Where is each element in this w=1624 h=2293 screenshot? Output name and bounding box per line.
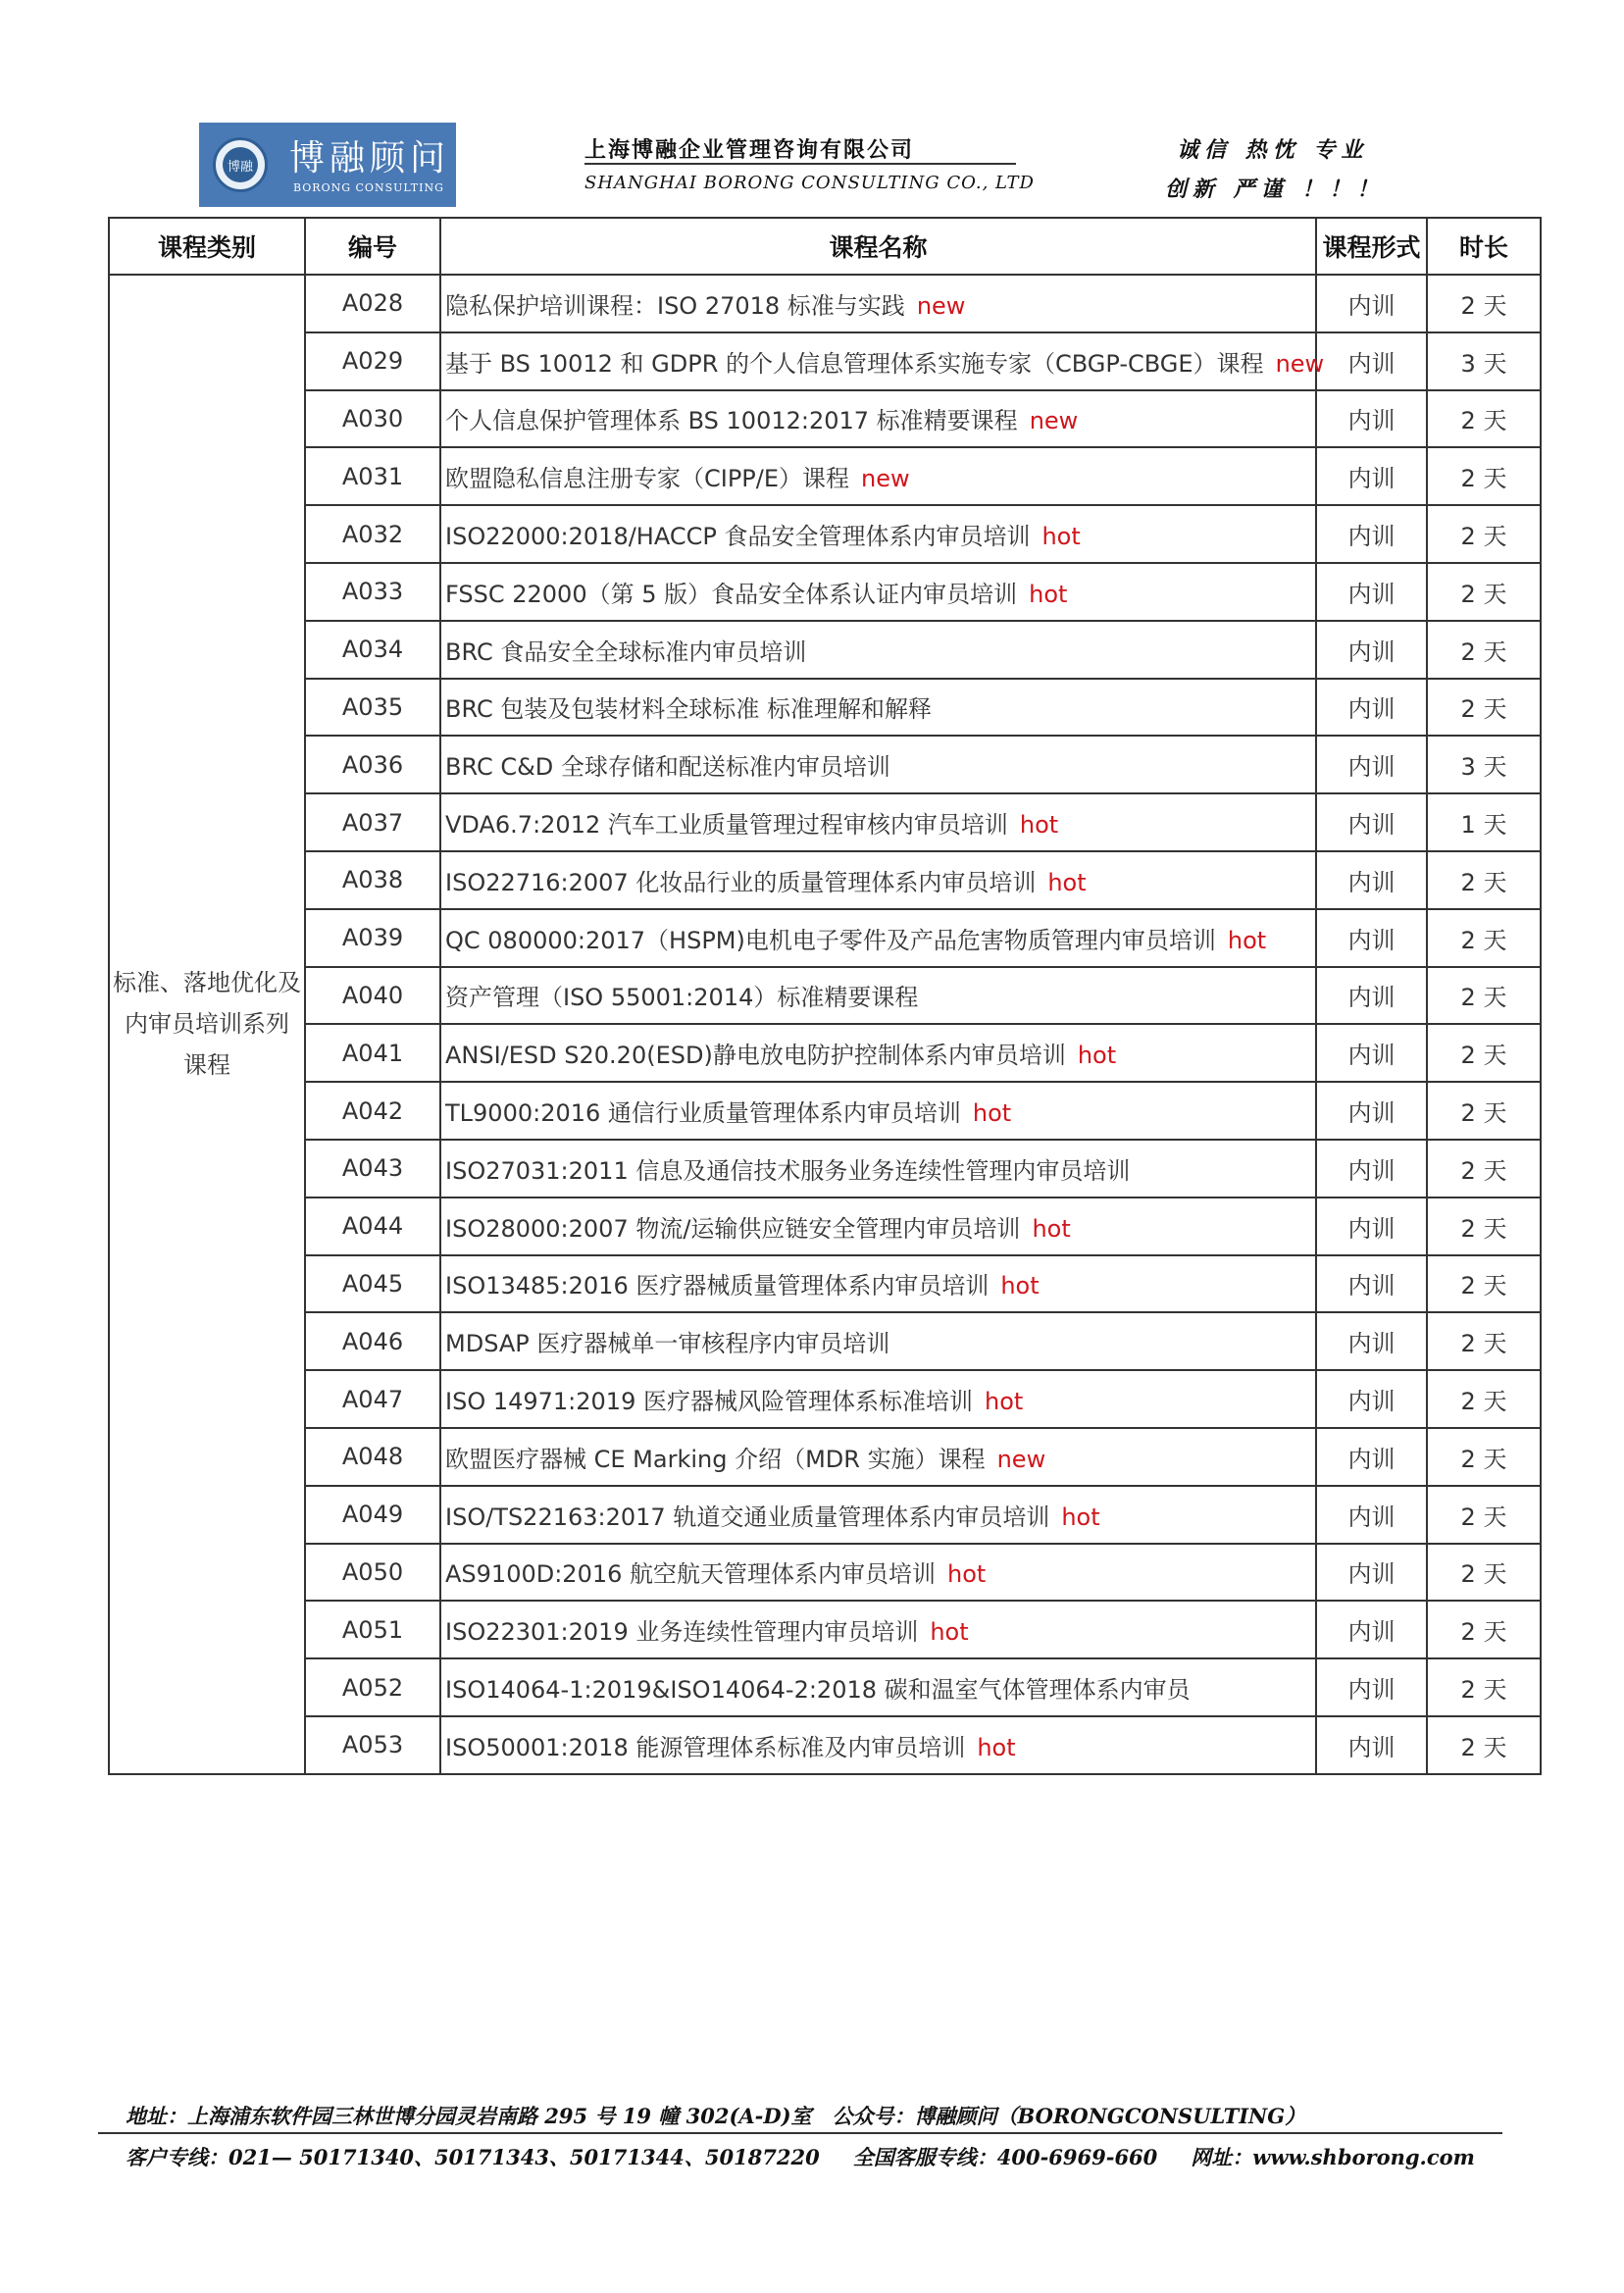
course-duration: 2 天: [1427, 1197, 1541, 1255]
header-course-form: 课程形式: [1316, 218, 1427, 275]
course-code: A048: [305, 1428, 440, 1486]
course-code: A044: [305, 1197, 440, 1255]
course-name-cell: [440, 1082, 1316, 1140]
course-form: 内训: [1316, 851, 1427, 909]
footer-contacts: [126, 2142, 1508, 2171]
course-name: 个人信息保护管理体系 BS 10012:2017 标准精要课程: [445, 407, 1018, 435]
course-tag-badge: hot: [1019, 811, 1059, 840]
logo-seal-icon: [213, 137, 268, 192]
course-code: A049: [305, 1486, 440, 1544]
course-tag-badge: new: [996, 1445, 1046, 1473]
course-code: A052: [305, 1658, 440, 1716]
course-name: ISO14064-1:2019&ISO14064-2:2018 碳和温室气体管理体系内审员: [445, 1676, 1191, 1705]
course-code: A042: [305, 1082, 440, 1140]
course-name-cell: [440, 1716, 1316, 1774]
course-name: TL9000:2016 通信行业质量管理体系内审员培训: [445, 1099, 961, 1128]
company-name-underline: [584, 163, 1016, 165]
course-tag-badge: new: [1275, 349, 1325, 378]
course-category-line: 内审员培训系列: [125, 1010, 289, 1039]
course-duration: 2 天: [1427, 1544, 1541, 1602]
course-name: VDA6.7:2012 汽车工业质量管理过程审核内审员培训: [445, 811, 1008, 840]
course-form: 内训: [1316, 1658, 1427, 1716]
course-duration: 2 天: [1427, 1486, 1541, 1544]
table-header-row: [109, 218, 1541, 275]
table-row: [109, 1024, 1541, 1082]
course-name: AS9100D:2016 航空航天管理体系内审员培训: [445, 1560, 937, 1589]
course-name: ISO22301:2019 业务连续性管理内审员培训: [445, 1618, 919, 1647]
course-duration: 3 天: [1427, 736, 1541, 793]
course-name: 资产管理（ISO 55001:2014）标准精要课程: [445, 984, 919, 1012]
course-name-cell: [440, 909, 1316, 967]
course-tag-badge: hot: [1032, 1214, 1071, 1243]
course-code: A038: [305, 851, 440, 909]
course-duration: 3 天: [1427, 332, 1541, 390]
table-row: [109, 967, 1541, 1025]
course-name: ISO13485:2016 医疗器械质量管理体系内审员培训: [445, 1272, 990, 1300]
table-row: [109, 447, 1541, 505]
course-duration: 2 天: [1427, 390, 1541, 448]
course-code: A053: [305, 1716, 440, 1774]
course-name-cell: [440, 390, 1316, 448]
header-course-name: 课程名称: [440, 218, 1316, 275]
course-tag-badge: hot: [977, 1733, 1016, 1761]
course-code: A035: [305, 679, 440, 737]
logo-chinese-name: 博融顾问: [289, 138, 451, 178]
course-code: A050: [305, 1544, 440, 1602]
course-code: A031: [305, 447, 440, 505]
course-form: 内训: [1316, 909, 1427, 967]
course-name-cell: [440, 1658, 1316, 1716]
course-duration: 2 天: [1427, 1428, 1541, 1486]
slogan-line-2: 创新 严谨 ！！！: [1165, 177, 1385, 202]
course-name-cell: [440, 563, 1316, 621]
course-duration: 2 天: [1427, 1370, 1541, 1428]
header-duration: 时长: [1427, 218, 1541, 275]
course-duration: 2 天: [1427, 1716, 1541, 1774]
course-name: BRC 食品安全全球标准内审员培训: [445, 637, 807, 666]
course-name: 欧盟隐私信息注册专家（CIPP/E）课程: [445, 465, 850, 493]
course-duration: 2 天: [1427, 275, 1541, 332]
table-row: [109, 793, 1541, 851]
course-form: 内训: [1316, 563, 1427, 621]
course-name-cell: [440, 505, 1316, 563]
course-code: A047: [305, 1370, 440, 1428]
footer-divider: [98, 2132, 1502, 2134]
course-name: BRC C&D 全球存储和配送标准内审员培训: [445, 753, 890, 782]
course-form: 内训: [1316, 1082, 1427, 1140]
course-tag-badge: hot: [1061, 1503, 1100, 1531]
course-name-cell: [440, 1197, 1316, 1255]
course-code: A029: [305, 332, 440, 390]
course-name-cell: [440, 1428, 1316, 1486]
course-duration: 2 天: [1427, 1312, 1541, 1370]
course-name-cell: [440, 1312, 1316, 1370]
course-tag-badge: hot: [1227, 926, 1267, 954]
table-row: [109, 679, 1541, 737]
course-form: 内训: [1316, 1716, 1427, 1774]
header-category: 课程类别: [109, 218, 305, 275]
course-code: A039: [305, 909, 440, 967]
course-form: 内训: [1316, 1370, 1427, 1428]
course-form: 内训: [1316, 275, 1427, 332]
course-name: ANSI/ESD S20.20(ESD)静电放电防护控制体系内审员培训: [445, 1042, 1066, 1070]
course-name-cell: [440, 1024, 1316, 1082]
course-name-cell: [440, 1255, 1316, 1313]
course-code: A028: [305, 275, 440, 332]
course-name: FSSC 22000（第 5 版）食品安全体系认证内审员培训: [445, 580, 1018, 608]
course-form: 内训: [1316, 1312, 1427, 1370]
course-name: MDSAP 医疗器械单一审核程序内审员培训: [445, 1330, 890, 1358]
course-duration: 2 天: [1427, 621, 1541, 679]
course-duration: 1 天: [1427, 793, 1541, 851]
course-form: 内训: [1316, 1024, 1427, 1082]
table-row: [109, 1428, 1541, 1486]
course-code: A043: [305, 1140, 440, 1197]
course-name-cell: [440, 1544, 1316, 1602]
course-name-cell: [440, 447, 1316, 505]
table-row: [109, 1544, 1541, 1602]
table-body: [109, 275, 1541, 1774]
table-row: [109, 1486, 1541, 1544]
table-row: [109, 1197, 1541, 1255]
logo-seal-text: 博融: [223, 147, 258, 182]
course-code: A040: [305, 967, 440, 1025]
course-name-cell: [440, 1486, 1316, 1544]
course-duration: 2 天: [1427, 1601, 1541, 1658]
company-name-en: SHANGHAI BORONG CONSULTING CO., LTD: [584, 173, 1035, 193]
course-form: 内训: [1316, 1140, 1427, 1197]
course-code: A046: [305, 1312, 440, 1370]
course-duration: 2 天: [1427, 851, 1541, 909]
table-row: [109, 1255, 1541, 1313]
course-name-cell: [440, 275, 1316, 332]
course-tag-badge: hot: [947, 1560, 987, 1589]
course-table: [108, 217, 1542, 1775]
course-tag-badge: hot: [1029, 580, 1068, 608]
course-code: A036: [305, 736, 440, 793]
course-name-cell: [440, 1140, 1316, 1197]
course-name-cell: [440, 793, 1316, 851]
header-code: 编号: [305, 218, 440, 275]
course-tag-badge: new: [861, 465, 910, 493]
course-name-cell: [440, 679, 1316, 737]
course-tag-badge: hot: [1047, 868, 1087, 896]
course-category-line: 标准、落地优化及: [113, 969, 301, 997]
table-row: [109, 1370, 1541, 1428]
course-name: ISO28000:2007 物流/运输供应链安全管理内审员培训: [445, 1214, 1021, 1243]
table-row: [109, 1658, 1541, 1716]
course-name: BRC 包装及包装材料全球标准 标准理解和解释: [445, 695, 932, 724]
course-duration: 2 天: [1427, 679, 1541, 737]
table-row: [109, 1601, 1541, 1658]
course-code: A032: [305, 505, 440, 563]
course-name-cell: [440, 1601, 1316, 1658]
course-tag-badge: hot: [930, 1618, 969, 1647]
table-row: [109, 1312, 1541, 1370]
table-row: [109, 332, 1541, 390]
course-code: A051: [305, 1601, 440, 1658]
course-form: 内训: [1316, 793, 1427, 851]
course-category-line: 课程: [183, 1051, 230, 1080]
company-logo: [199, 123, 456, 207]
footer-website: 网址：www.shborong.com: [1191, 2145, 1475, 2169]
course-tag-badge: hot: [972, 1099, 1012, 1128]
course-form: 内训: [1316, 1601, 1427, 1658]
course-form: 内训: [1316, 1544, 1427, 1602]
course-name: 基于 BS 10012 和 GDPR 的个人信息管理体系实施专家（CBGP-CBGE）课程: [445, 349, 1264, 378]
course-name: ISO22000:2018/HACCP 食品安全管理体系内审员培训: [445, 523, 1031, 551]
table-row: [109, 1140, 1541, 1197]
course-name-cell: [440, 332, 1325, 390]
course-form: 内训: [1316, 1428, 1427, 1486]
table-row: [109, 390, 1541, 448]
course-name: ISO 14971:2019 医疗器械风险管理体系标准培训: [445, 1388, 973, 1416]
course-name: ISO/TS22163:2017 轨道交通业质量管理体系内审员培训: [445, 1503, 1050, 1531]
table-row: [109, 1716, 1541, 1774]
course-name-cell: [440, 621, 1316, 679]
course-tag-badge: hot: [1077, 1042, 1117, 1070]
course-form: 内训: [1316, 447, 1427, 505]
course-duration: 2 天: [1427, 1658, 1541, 1716]
course-name: QC 080000:2017（HSPM)电机电子零件及产品危害物质管理内审员培训: [445, 926, 1216, 954]
course-form: 内训: [1316, 736, 1427, 793]
footer-service-line: 全国客服专线：400-6969-660: [852, 2145, 1158, 2169]
course-duration: 2 天: [1427, 1082, 1541, 1140]
course-form: 内训: [1316, 390, 1427, 448]
logo-english-name: BORONG CONSULTING: [293, 181, 444, 194]
course-form: 内训: [1316, 621, 1427, 679]
course-duration: 2 天: [1427, 967, 1541, 1025]
course-tag-badge: hot: [1000, 1272, 1040, 1300]
course-name: 隐私保护培训课程：ISO 27018 标准与实践: [445, 291, 905, 320]
course-form: 内训: [1316, 967, 1427, 1025]
course-name-cell: [440, 851, 1316, 909]
course-name-cell: [440, 736, 1316, 793]
table-row: [109, 275, 1541, 332]
table-row: [109, 851, 1541, 909]
table-row: [109, 563, 1541, 621]
course-category-cell: [109, 275, 305, 1774]
course-duration: 2 天: [1427, 1024, 1541, 1082]
course-code: A045: [305, 1255, 440, 1313]
course-tag-badge: hot: [984, 1388, 1024, 1416]
course-form: 内训: [1316, 505, 1427, 563]
course-code: A041: [305, 1024, 440, 1082]
course-duration: 2 天: [1427, 1140, 1541, 1197]
course-form: 内训: [1316, 1197, 1427, 1255]
course-code: A030: [305, 390, 440, 448]
course-duration: 2 天: [1427, 909, 1541, 967]
footer-hotline: 客户专线：021— 50171340、50171343、50171344、50187220: [126, 2145, 820, 2169]
course-name-cell: [440, 967, 1316, 1025]
course-name: ISO22716:2007 化妆品行业的质量管理体系内审员培训: [445, 868, 1037, 896]
course-duration: 2 天: [1427, 447, 1541, 505]
footer-address: 地址：上海浦东软件园三林世博分园灵岩南路 295 号 19 幢 302(A-D)室 公众号：博融顾问（BORONGCONSULTING）: [126, 2104, 1306, 2128]
table-row: [109, 909, 1541, 967]
table-row: [109, 505, 1541, 563]
table-row: [109, 736, 1541, 793]
course-name: ISO27031:2011 信息及通信技术服务业务连续性管理内审员培训: [445, 1156, 1131, 1185]
course-code: A034: [305, 621, 440, 679]
table-row: [109, 621, 1541, 679]
course-tag-badge: new: [1029, 407, 1079, 435]
course-duration: 2 天: [1427, 505, 1541, 563]
table-row: [109, 1082, 1541, 1140]
course-form: 内训: [1316, 679, 1427, 737]
course-name: 欧盟医疗器械 CE Marking 介绍（MDR 实施）课程: [445, 1445, 986, 1473]
course-form: 内训: [1316, 1255, 1427, 1313]
course-form: 内训: [1316, 1486, 1427, 1544]
course-code: A033: [305, 563, 440, 621]
course-tag-badge: new: [916, 291, 966, 320]
slogan-line-1: 诚信 热忱 专业: [1177, 137, 1369, 163]
course-duration: 2 天: [1427, 563, 1541, 621]
course-name: ISO50001:2018 能源管理体系标准及内审员培训: [445, 1733, 966, 1761]
course-duration: 2 天: [1427, 1255, 1541, 1313]
course-name-cell: [440, 1370, 1316, 1428]
course-form: 内训: [1316, 332, 1427, 390]
course-tag-badge: hot: [1041, 523, 1081, 551]
company-name-cn: 上海博融企业管理咨询有限公司: [584, 137, 915, 163]
course-code: A037: [305, 793, 440, 851]
